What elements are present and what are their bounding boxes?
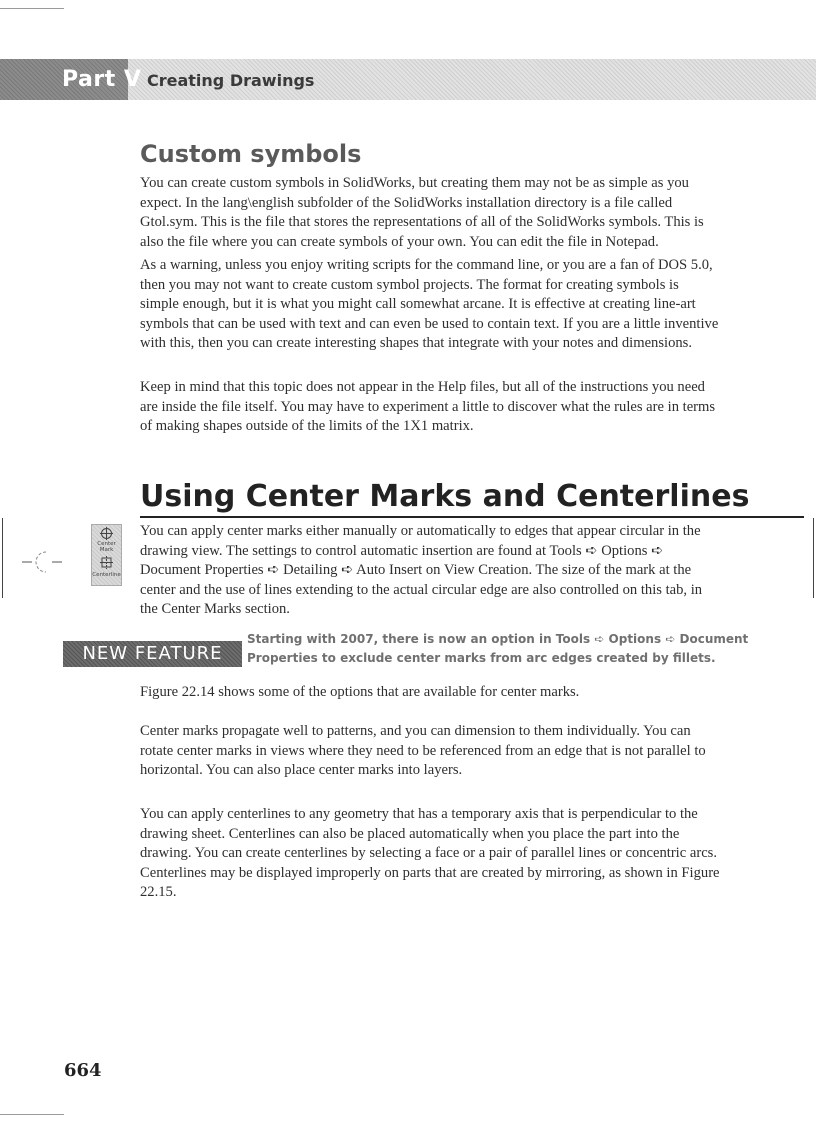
crop-mark-bottom-left (0, 1114, 64, 1115)
crop-mark-top-left (0, 8, 64, 9)
part-label: Part V (62, 67, 142, 92)
centerline-icon (100, 556, 113, 569)
page-number: 664 (64, 1060, 102, 1081)
centerline-margin-icon (20, 548, 64, 576)
part-title: Creating Drawings (147, 71, 315, 90)
centerline-icon-label: Centerline (92, 572, 121, 578)
paragraph-figure-reference: Figure 22.14 shows some of the options that are available for center marks. (140, 684, 580, 700)
center-mark-toolbar-icons (91, 524, 122, 586)
paragraph-custom-symbols-1: You can create custom symbols in SolidWorks, but creating them may not be as simple as you expect. In the lang\english subfolder of the SolidWorks installation directory is a file called Gtol.sym. This is the file that stores the representations of all of the SolidWorks symbols. This is also the file where you can create symbols of your own. You can edit the file in Notepad. (140, 175, 704, 250)
chapter-heading (140, 470, 804, 518)
paragraph-custom-symbols-3: Keep in mind that this topic does not appear in the Help files, but all of the instructions you need are inside the file itself. You may have to experiment a little to discover what the rules are in terms of making shapes outside of the limits of the 1X1 matrix. (140, 379, 716, 435)
paragraph-custom-symbols-2: As a warning, unless you enjoy writing scripts for the command line, or you are a fan of DOS 5.0, then you may not want to create custom symbol projects. The format for creating symbols is simple enough, but it is what you might call somewhat arcane. It is effective at creating line-art symbols that can be used with text and can even be used to contain text. If you are a little inventive with this, then you can create interesting shapes that integrate with your notes and dimensions. (140, 257, 719, 352)
crop-mark-right-edge (813, 518, 814, 598)
new-feature-note: Starting with 2007, there is now an option in Tools ➪ Options ➪ Document Properties to exclude center marks from arc edges created by fillets. (247, 632, 749, 665)
paragraph-centerlines: You can apply centerlines to any geometry that has a temporary axis that is perpendicular to the drawing sheet. Centerlines can also be placed automatically when you place the part into the drawing. You can create centerlines by selecting a face or a pair of parallel lines or concentric arcs. Centerlines may be displayed improperly on parts that are created by mirroring, as shown in Figure 22.15. (140, 806, 720, 901)
new-feature-badge-label: NEW FEATURE (82, 643, 223, 664)
center-mark-icon-label: Center Mark (97, 541, 116, 553)
new-feature-badge (63, 641, 242, 667)
chapter-title: Using Center Marks and Centerlines (140, 479, 750, 514)
paragraph-center-marks-intro: You can apply center marks either manually or automatically to edges that appear circular in the drawing view. The settings to control automatic insertion are found at Tools ➪ Options ➪ Document Properties ➪ Detailing ➪ Auto Insert on View Creation. The size of the mark at the center and the use of lines extending to the actual circular edge are also controlled on this tab, in the Center Marks section. (140, 523, 703, 618)
crop-mark-left-edge (2, 518, 3, 598)
section-title-custom-symbols: Custom symbols (140, 140, 362, 168)
paragraph-center-marks-propagate: Center marks propagate well to patterns, and you can dimension to them individually. You can rotate center marks in views where they need to be referenced from an edge that is not parallel to horizontal. You can also place center marks into layers. (140, 723, 706, 779)
center-mark-icon (100, 527, 113, 540)
